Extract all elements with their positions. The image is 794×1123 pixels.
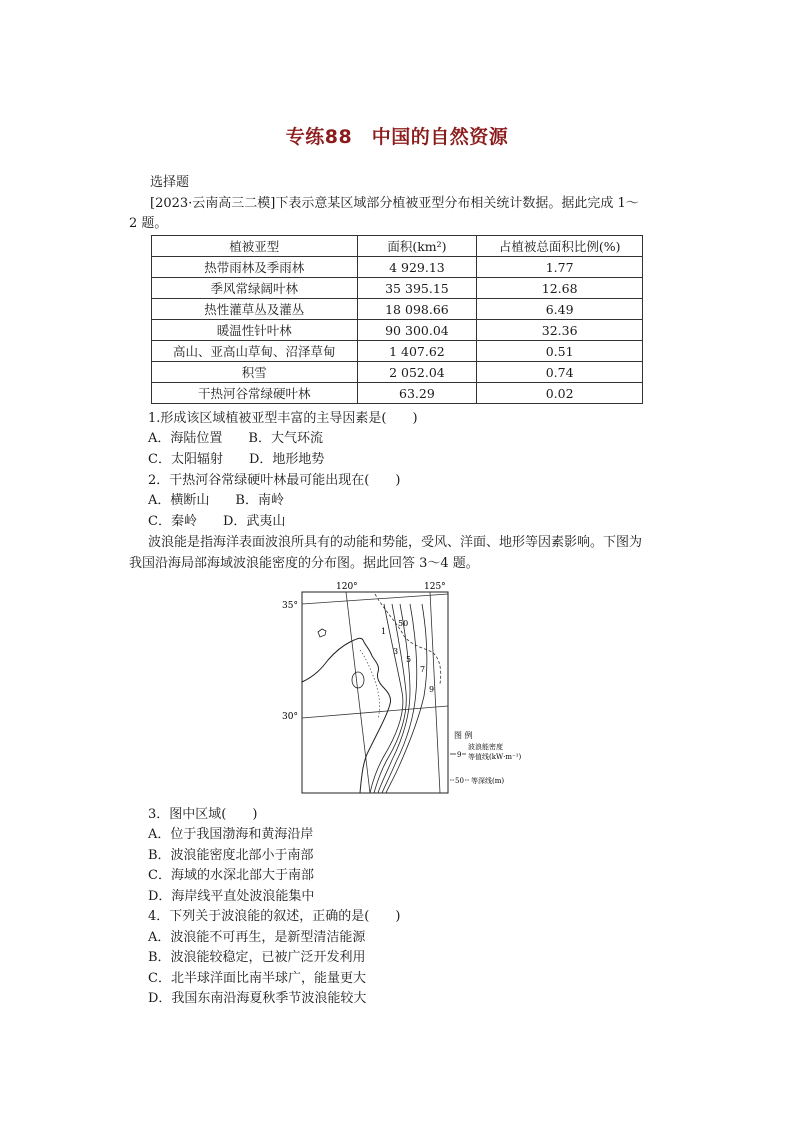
table-cell: 1.77 <box>477 257 643 278</box>
passage-line2: 我国沿海局部海域波浪能密度的分布图。据此回答 3～4 题。 <box>129 556 479 571</box>
table-cell: 0.74 <box>477 362 643 383</box>
passage-line1: 波浪能是指海洋表面波浪所具有的动能和势能，受风、洋面、地形等因素影响。下图为 <box>148 535 643 550</box>
island <box>352 672 364 688</box>
legend-title: 图 例 <box>454 731 473 740</box>
table-row <box>152 320 643 341</box>
wave-contour-1 <box>370 604 403 793</box>
contour-label: 3 <box>393 647 399 656</box>
intro-text-line1: [2023·云南高三二模]下表示意某区域部分植被亚型分布相关统计数据。据此完成 1～ <box>150 196 639 211</box>
question-2-options-cd: C．秦岭 D．武夷山 <box>148 514 286 529</box>
table-row <box>152 278 643 299</box>
table-cell: 0.02 <box>477 383 643 404</box>
question-3-option-d: D．海岸线平直处波浪能集中 <box>148 889 315 904</box>
question-3-option-a: A．位于我国渤海和黄海沿岸 <box>148 827 314 842</box>
table-cell: 1 407.62 <box>357 341 477 362</box>
isobath-label: 50 <box>398 619 409 628</box>
question-3-option-c: C．海域的水深北部大于南部 <box>148 868 314 883</box>
question-1-options-ab: A．海陆位置 B．大气环流 <box>148 431 323 446</box>
legend-contour-text1: 波浪能密度 <box>468 743 503 751</box>
table-cell: 63.29 <box>357 383 477 404</box>
legend-isobath-text: 等深线(m) <box>471 777 505 785</box>
table-cell: 0.51 <box>477 341 643 362</box>
parallel-35 <box>302 594 448 604</box>
table-cell: 高山、亚高山草甸、沼泽草甸 <box>152 341 358 362</box>
table-row <box>152 383 643 404</box>
table-cell: 暖温性针叶林 <box>152 320 358 341</box>
vegetation-table <box>151 235 643 404</box>
table-header-cell: 占植被总面积比例(%) <box>477 236 643 257</box>
table-cell: 4 929.13 <box>357 257 477 278</box>
table-cell: 积雪 <box>152 362 358 383</box>
table-header-row <box>152 236 643 257</box>
lat-label-30: 30° <box>282 712 298 722</box>
lat-label-35: 35° <box>282 601 298 611</box>
legend-isobath-mark: 50 <box>455 777 464 785</box>
map-frame <box>302 592 448 793</box>
map-legend <box>450 730 522 785</box>
question-4-option-a: A．波浪能不可再生，是新型清洁能源 <box>148 930 366 945</box>
table-cell: 季风常绿阔叶林 <box>152 278 358 299</box>
table-cell: 35 395.15 <box>357 278 477 299</box>
question-1-options-cd: C．太阳辐射 D．地形地势 <box>148 452 325 467</box>
table-row <box>152 257 643 278</box>
contour-label: 1 <box>381 627 387 636</box>
question-1-stem: 1.形成该区域植被亚型丰富的主导因素是( ) <box>148 411 418 426</box>
meridian-120 <box>346 592 370 793</box>
table-cell: 90 300.04 <box>357 320 477 341</box>
page-title: 专练88 中国的自然资源 <box>285 126 509 148</box>
question-2-stem: 2．干热河谷常绿硬叶林最可能出现在( ) <box>148 473 401 488</box>
question-2-options-ab: A．横断山 B．南岭 <box>148 493 284 508</box>
wave-energy-map <box>280 580 542 796</box>
parallel-30 <box>302 706 448 718</box>
lon-label-120: 120° <box>336 582 358 592</box>
lake <box>318 629 326 637</box>
legend-contour-text2: 等值线(kW·m⁻¹) <box>468 753 522 761</box>
question-4-stem: 4．下列关于波浪能的叙述，正确的是( ) <box>148 909 401 924</box>
contour-label: 7 <box>420 665 426 674</box>
table-cell: 热带雨林及季雨林 <box>152 257 358 278</box>
table-cell: 干热河谷常绿硬叶林 <box>152 383 358 404</box>
table-header-cell: 面积(km²) <box>357 236 477 257</box>
lon-label-125: 125° <box>424 582 446 592</box>
intro-text-line2: 2 题。 <box>129 216 168 231</box>
question-4-option-c: C．北半球洋面比南半球广，能量更大 <box>148 971 366 986</box>
table-cell: 18 098.66 <box>357 299 477 320</box>
section-heading: 选择题 <box>150 175 190 190</box>
legend-contour-mark: 9 <box>457 751 462 759</box>
table-header-cell: 植被亚型 <box>152 236 358 257</box>
question-3-stem: 3．图中区域( ) <box>148 807 258 822</box>
question-4-option-d: D．我国东南沿海夏秋季节波浪能较大 <box>148 991 367 1006</box>
contour-label: 5 <box>406 655 412 664</box>
table-row <box>152 299 643 320</box>
table-cell: 12.68 <box>477 278 643 299</box>
question-3-option-b: B．波浪能密度北部小于南部 <box>148 848 314 863</box>
contour-label: 9 <box>429 685 435 694</box>
table-row <box>152 362 643 383</box>
question-4-option-b: B．波浪能较稳定，已被广泛开发利用 <box>148 950 366 965</box>
table-cell: 2 052.04 <box>357 362 477 383</box>
table-cell: 6.49 <box>477 299 643 320</box>
table-cell: 32.36 <box>477 320 643 341</box>
table-cell: 热性灌草丛及灌丛 <box>152 299 358 320</box>
table-row <box>152 341 643 362</box>
